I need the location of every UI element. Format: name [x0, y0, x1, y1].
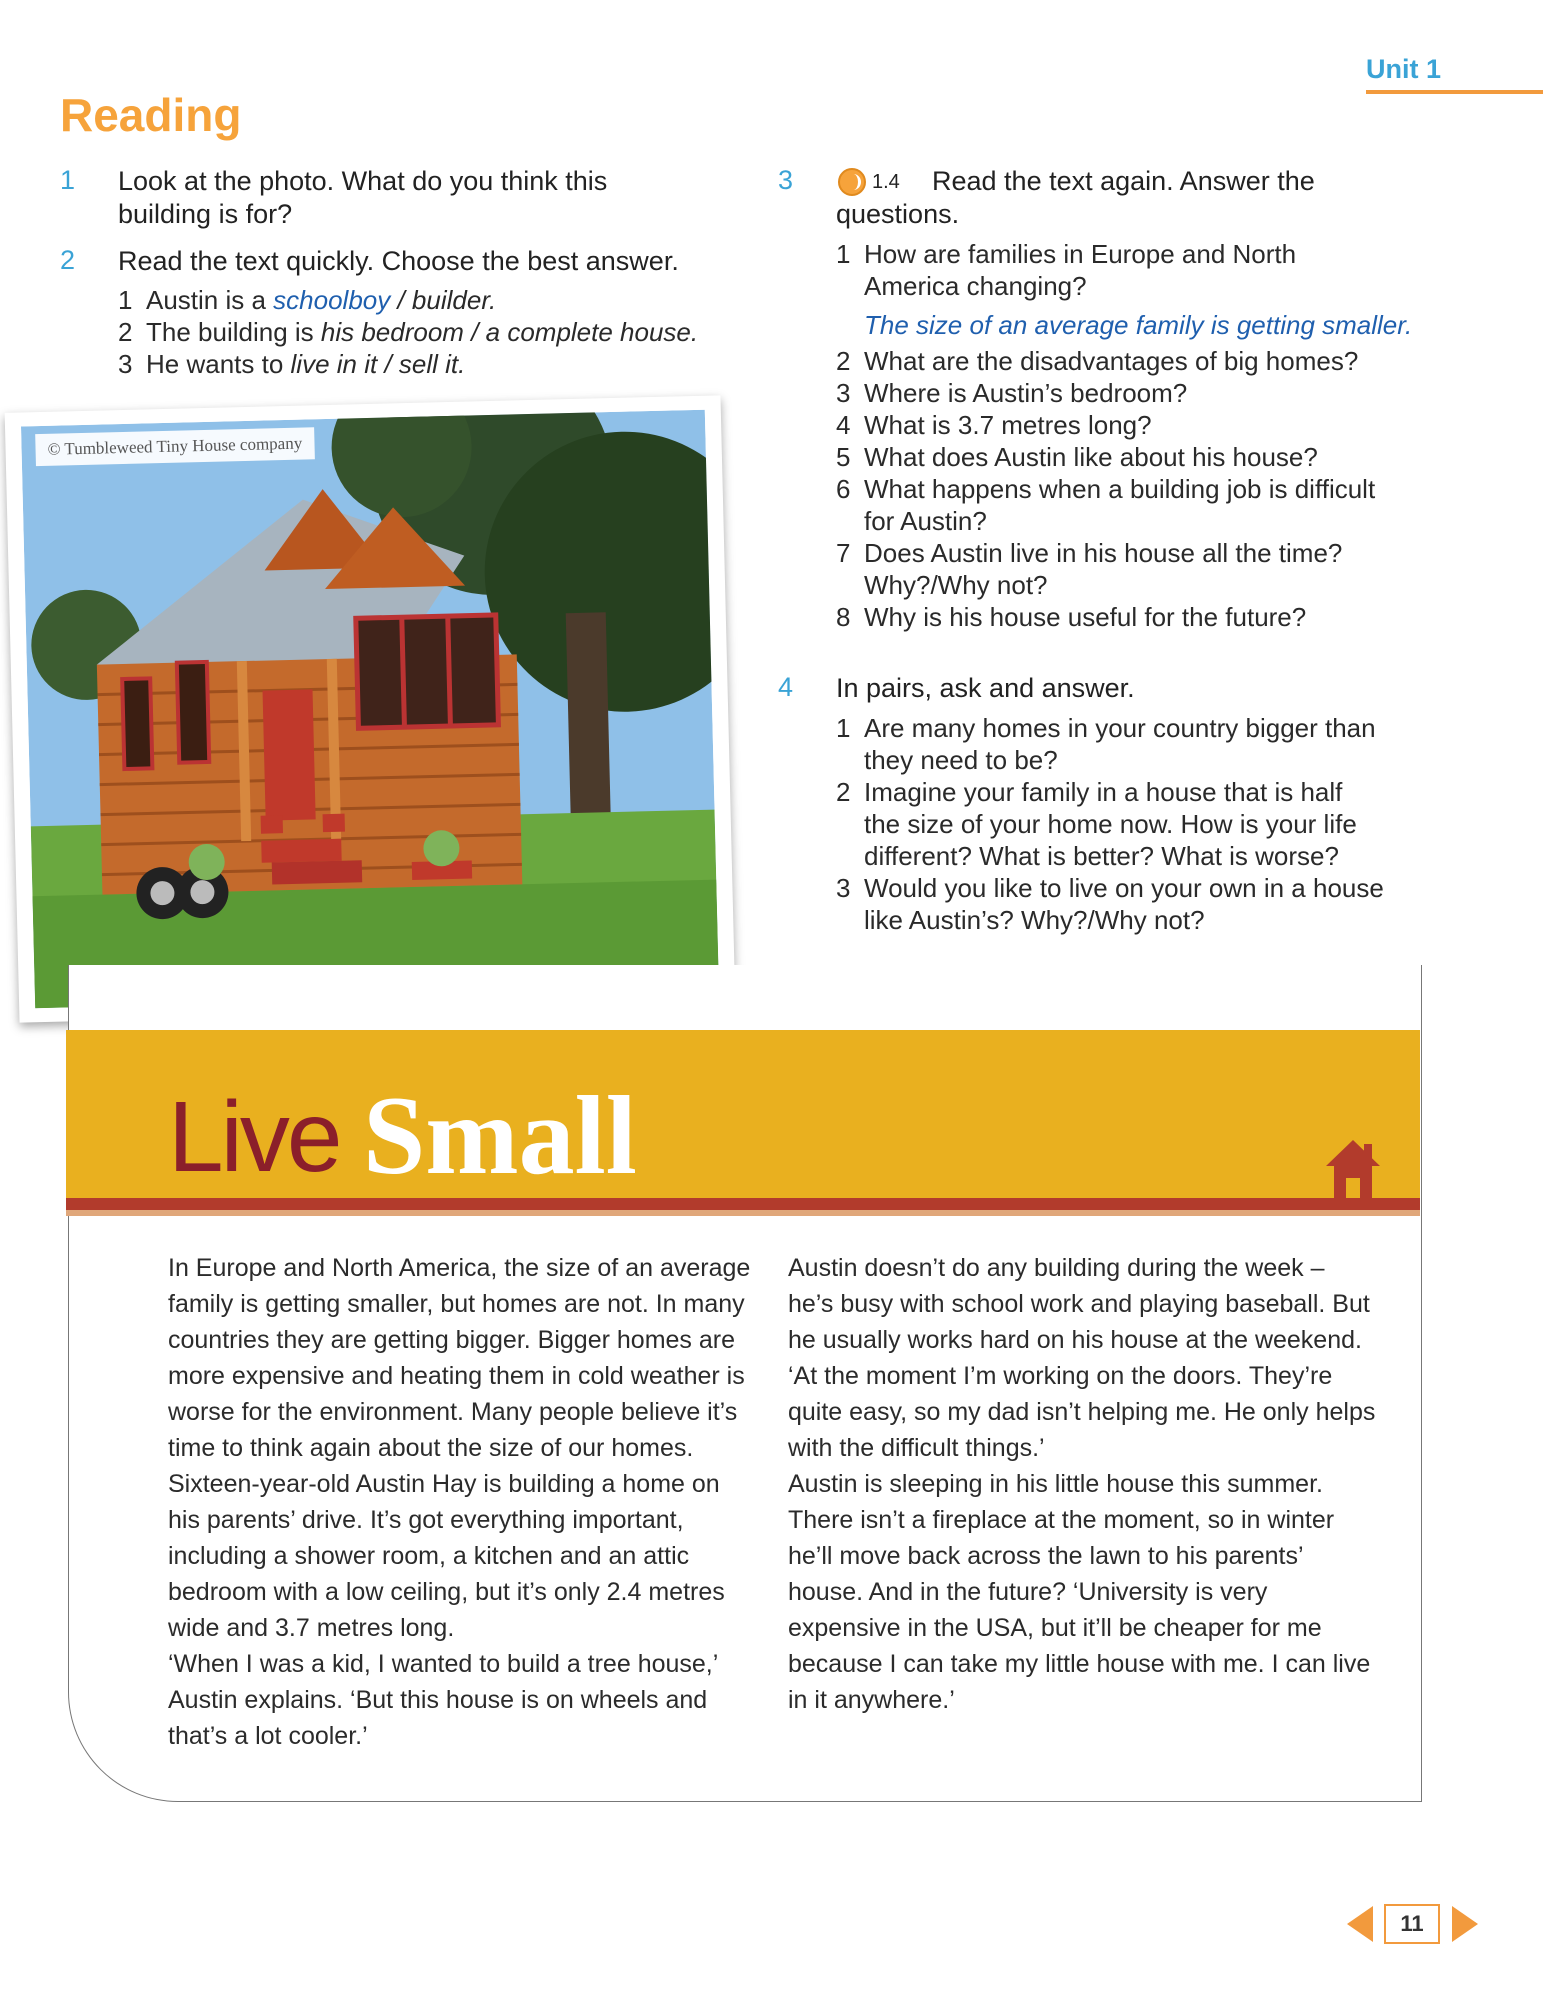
list-item: 1 How are families in Europe and North [836, 239, 1297, 269]
article-title-small: Small [363, 1074, 637, 1198]
list-item-continuation: the size of your home now. How is your life [864, 809, 1357, 839]
exercise-1-instruction: Look at the photo. What do you think this building is for? [118, 166, 608, 229]
house-icon [1324, 1138, 1382, 1200]
exercise-3-instruction: Read the text again. Answer the questions. [836, 166, 1315, 229]
section-title: Reading [60, 89, 242, 141]
exercise-2-instruction: Read the text quickly. Choose the best answer. [118, 246, 679, 276]
option-schoolboy[interactable]: schoolboy [273, 285, 391, 315]
unit-rule [1366, 90, 1543, 94]
article-title-live: Live [168, 1081, 340, 1193]
list-item: 3 Where is Austin’s bedroom? [836, 378, 1188, 408]
option-live-in-it[interactable]: live in it [290, 349, 378, 379]
list-item: 2 What are the disadvantages of big homes? [836, 346, 1359, 376]
tiny-house-photo [5, 395, 736, 1022]
list-item: 3 He wants to live in it / sell it. [118, 349, 466, 379]
list-item-continuation: for Austin? [864, 506, 987, 536]
exercise-4-list [836, 712, 1516, 936]
list-item: 2 Imagine your family in a house that is half [836, 777, 1343, 807]
list-item-continuation: they need to be? [864, 745, 1058, 775]
list-item: 7 Does Austin live in his house all the time? [836, 538, 1343, 568]
previous-page-arrow-icon[interactable] [1347, 1906, 1373, 1942]
article-column-2: Austin doesn’t do any building during the week – he’s busy with school work and playing baseball. But he usually works hard on his house at the weekend. ‘At the moment I’m working on the doors. They’re quite easy, so my dad isn’t helping me. He only helps with the difficult things.’ Austin is sleeping in his little house this summer. There isn’t a fireplace at the moment, so in winter he’ll move back across the lawn to his parents’ house. And in the future? ‘University is very expensive in the USA, but it’ll be cheaper for me because I can take my little house with me. I can live in it anywhere.’ [788, 1254, 1376, 1714]
list-item: 4 What is 3.7 metres long? [836, 410, 1152, 440]
list-item: 1 Austin is a schoolboy / builder. [118, 285, 497, 315]
list-item: 8 Why is his house useful for the future? [836, 602, 1307, 632]
list-item-continuation: like Austin’s? Why?/Why not? [864, 905, 1205, 935]
list-item: 3 Would you like to live on your own in a house [836, 873, 1384, 903]
exercise-2-list [118, 284, 698, 380]
list-item-continuation: different? What is better? What is worse? [864, 841, 1339, 871]
list-item: 5 What does Austin like about his house? [836, 442, 1318, 472]
next-page-arrow-icon[interactable] [1452, 1906, 1478, 1942]
option-sell-it[interactable]: sell it. [398, 349, 466, 379]
option-complete-house[interactable]: a complete house. [485, 317, 699, 347]
example-answer: The size of an average family is getting smaller. [864, 310, 1413, 340]
page-number: 11 [1384, 1904, 1440, 1944]
list-item-continuation: America changing? [864, 271, 1087, 301]
exercise-4-instruction: In pairs, ask and answer. [836, 673, 1135, 703]
audio-track-number: 1.4 [872, 171, 900, 193]
exercise-3-list [836, 238, 1516, 633]
list-item: 6 What happens when a building job is difficult [836, 474, 1376, 504]
photo-credit: © Tumbleweed Tiny House company [35, 427, 314, 466]
option-builder[interactable]: builder. [411, 285, 497, 315]
exercise-1-number: 1 [60, 165, 76, 195]
exercise-2-number: 2 [60, 245, 76, 275]
banner-stripe-light [66, 1210, 1420, 1216]
banner-stripe [66, 1198, 1420, 1210]
list-item-continuation: Why?/Why not? [864, 570, 1048, 600]
exercise-3-number: 3 [778, 165, 794, 195]
tiny-house-illustration [21, 410, 719, 1009]
unit-label: Unit 1 [1366, 54, 1442, 84]
option-his-bedroom[interactable]: his bedroom [320, 317, 464, 347]
list-item: 2 The building is his bedroom / a complete house. [118, 317, 699, 347]
list-item: 1 Are many homes in your country bigger than [836, 713, 1376, 743]
article-column-1: In Europe and North America, the size of an average family is getting smaller, but homes are not. In many countries they are getting bigger. Bigger homes are more expensive and heating them in cold weather is worse for the environment. Many people believe it’s time to think again about the size of our homes. Sixteen-year-old Austin Hay is building a home on his parents’ drive. It’s got everything important, including a shower room, a kitchen and an attic bedroom with a low ceiling, but it’s only 2.4 metres wide and 3.7 metres long. ‘When I was a kid, I wanted to build a tree house,’ Austin explains. ‘But this house is on wheels and that’s a lot cooler.’ [168, 1254, 751, 1750]
exercise-4-number: 4 [778, 672, 794, 702]
